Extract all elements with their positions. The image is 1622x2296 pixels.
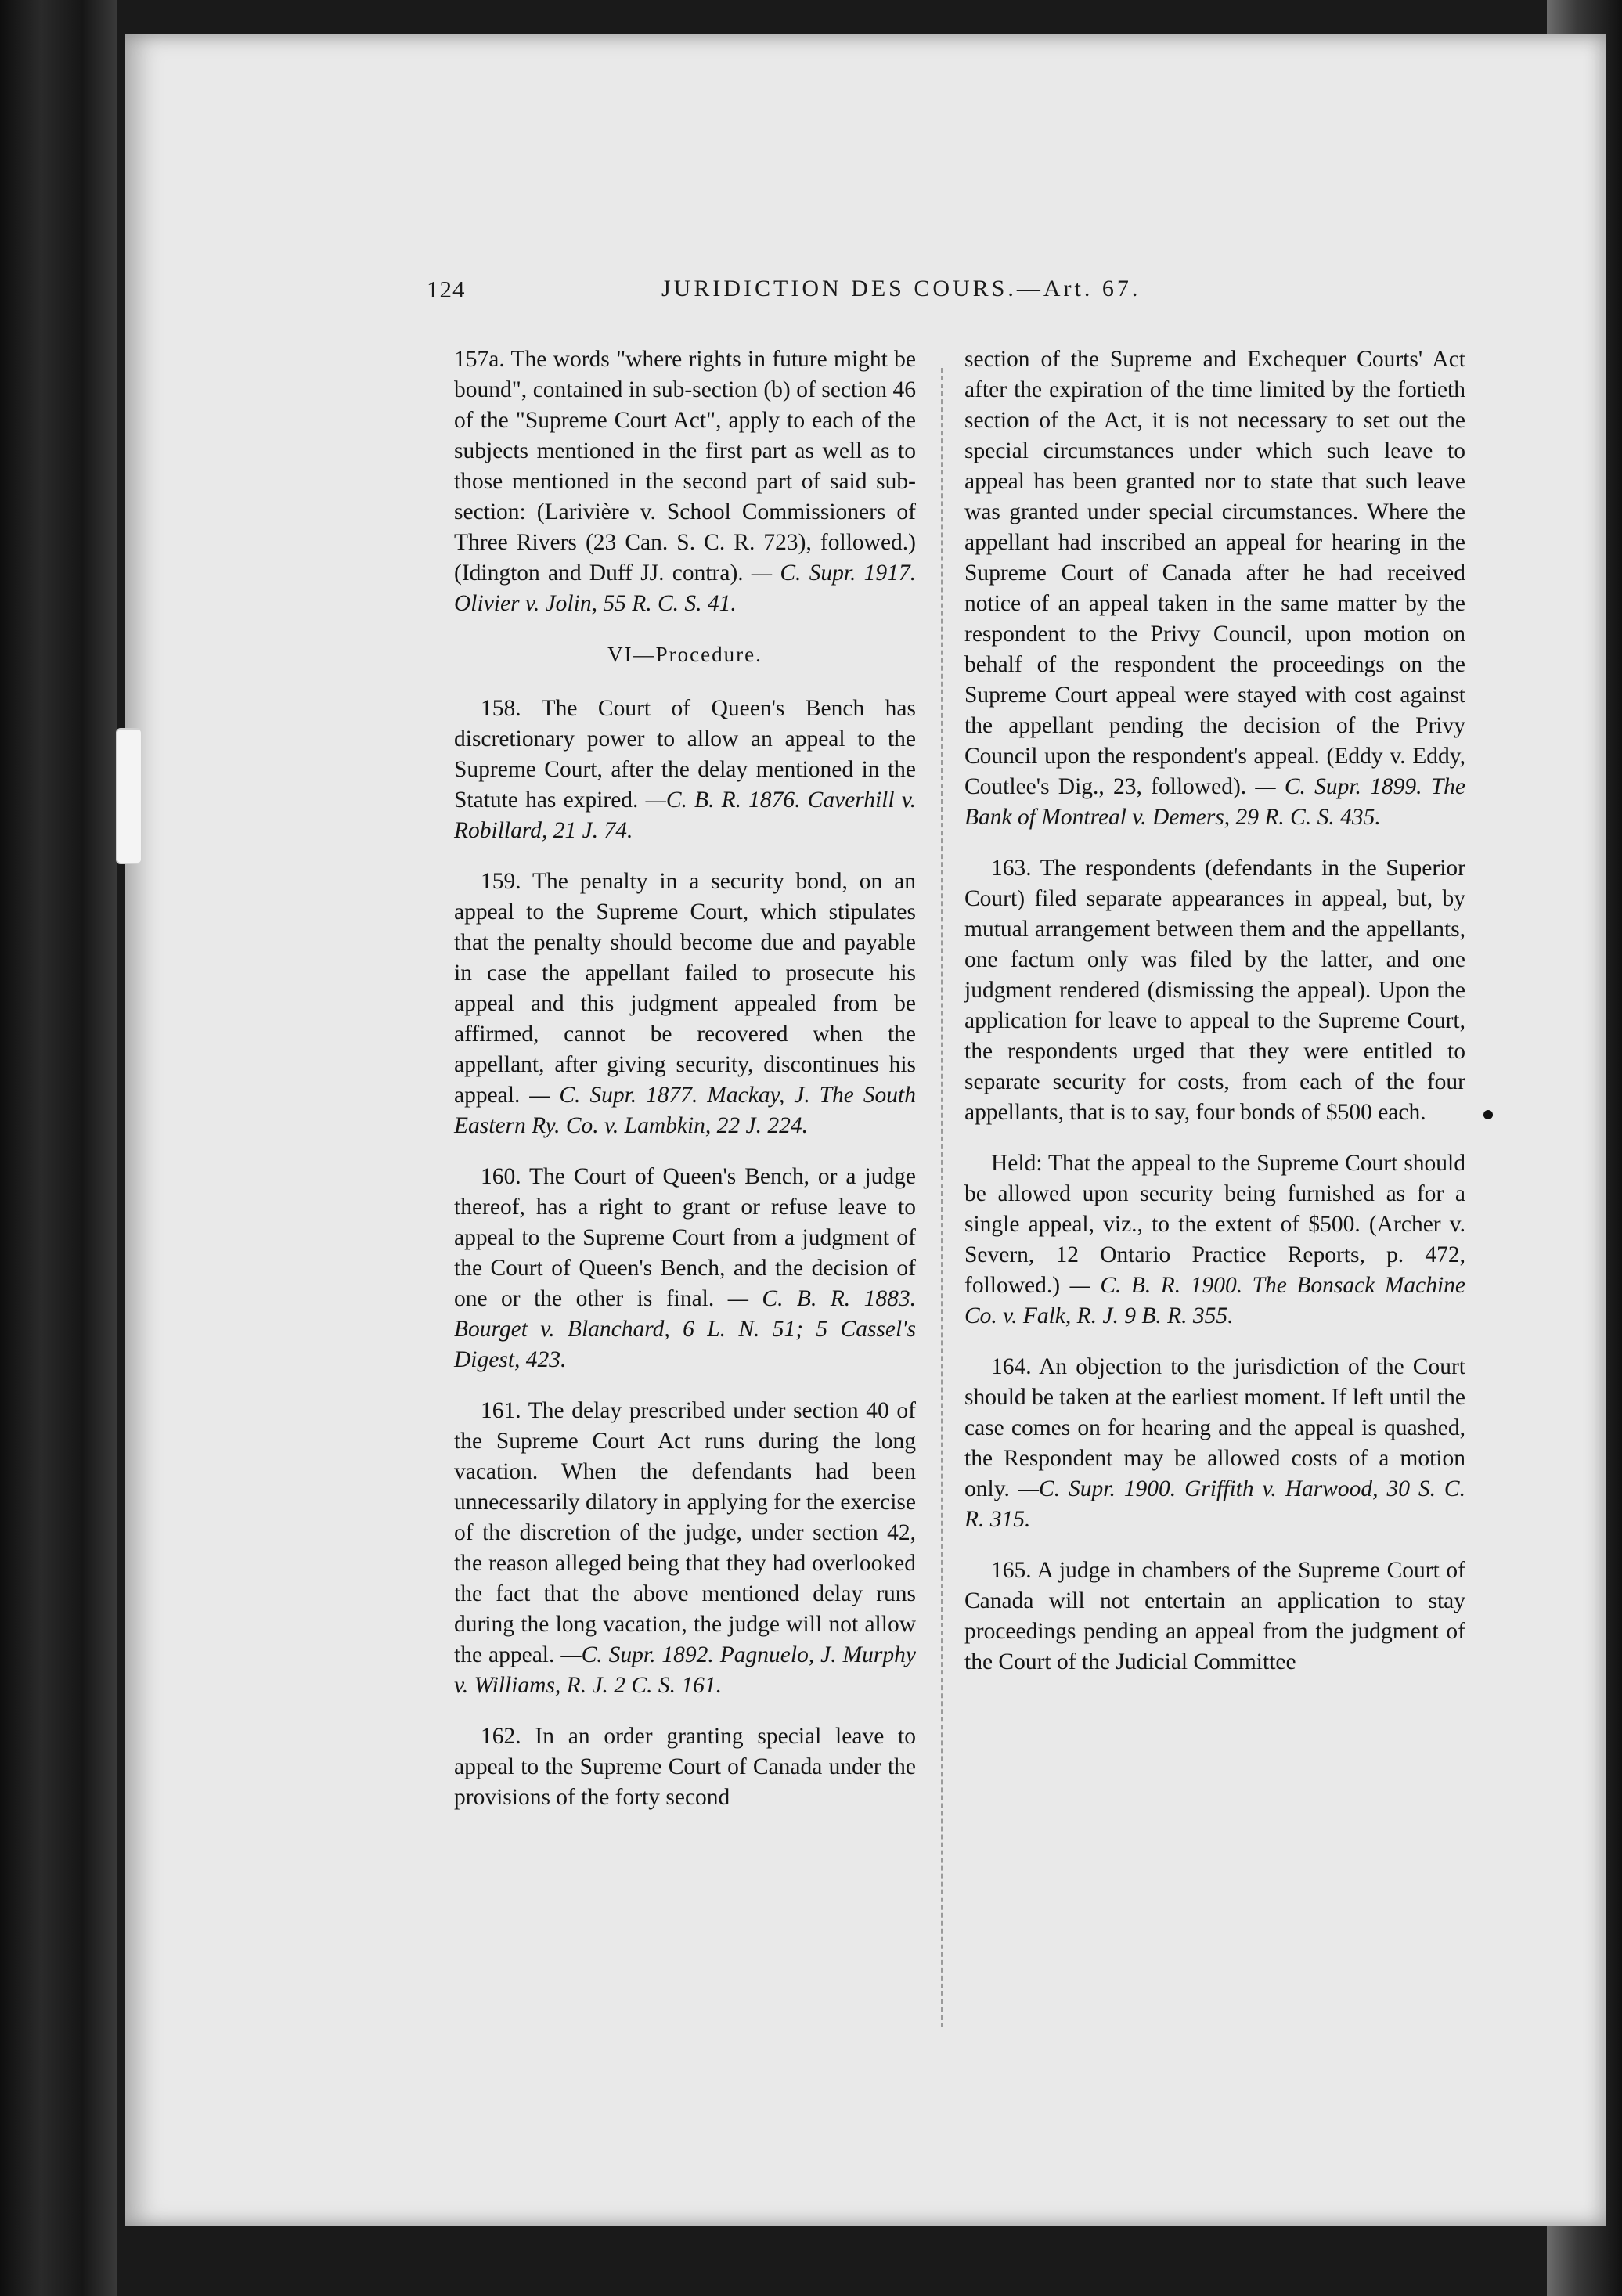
- citation: — C. B. R. 1900. The Bonsack Machine Co. v. Falk, R. J. 9 B. R. 355.: [964, 1273, 1465, 1328]
- citation: — C. Supr. 1877. Mackay, J. The South Eastern Ry. Co. v. Lambkin, 22 J. 224.: [454, 1083, 916, 1138]
- citation: —C. B. R. 1876. Caverhill v. Robillard, 21 J. 74.: [454, 788, 917, 843]
- left-column: [454, 344, 916, 1833]
- paragraph-163-held: Held: That the appeal to the Supreme Court should be allowed upon security being furnished as for a single appeal, viz., to the extent of $500. (Archer v. Severn, 12 Ontario Practice Reports, p. 472, followed.) — C. B. R. 1900. The Bonsack Machine Co. v. Falk, R. J. 9 B. R. 355.: [964, 1151, 1465, 1328]
- citation: — C. Supr. 1899. The Bank of Montreal v. Demers, 29 R. C. S. 435.: [964, 774, 1465, 830]
- running-title: JURIDICTION DES COURS.—Art. 67.: [661, 276, 1141, 301]
- paragraph-162: 162. In an order granting special leave to appeal to the Supreme Court of Canada under the provisions of the forty second: [454, 1724, 916, 1810]
- paragraph-159: 159. The penalty in a security bond, on an appeal to the Supreme Court, which stipulates that the penalty should become due and payable in case the appellant failed to prosecute his appeal and this judgment appealed from be affirmed, cannot be recovered when the appellant, after giving security, discontinues his appeal. — C. Supr. 1877. Mackay, J. The South Eastern Ry. Co. v. Lambkin, 22 J. 224.: [454, 869, 916, 1138]
- paragraph-162-continued: section of the Supreme and Exchequer Courts' Act after the expiration of the time limited by the fortieth section of the Act, it is not necessary to set out the special circumstances under which such leave to appeal has been granted nor to state that such leave was granted under special circumstances. Where the appellant had inscribed an appeal for hearing in the Supreme Court of Canada after he had received notice of an appeal taken in the same matter by the respondent to the Privy Council, upon motion on behalf of the respondent the proceedings on the Supreme Court appeal were stayed with cost against the appellant pending the decision of the Privy Council upon the respondent's appeal. (Eddy v. Eddy, Coutlee's Dig., 23, followed). — C. Supr. 1899. The Bank of Montreal v. Demers, 29 R. C. S. 435.: [964, 347, 1465, 830]
- paragraph-158: 158. The Court of Queen's Bench has discretionary power to allow an appeal to the Supreme Court, after the delay mentioned in the Statute has expired. —C. B. R. 1876. Caverhill v. Robillard, 21 J. 74.: [454, 696, 917, 843]
- column-divider: [941, 368, 943, 2027]
- paragraph-160: 160. The Court of Queen's Bench, or a judge thereof, has a right to grant or refuse leave to appeal to the Supreme Court from a judgment of the Court of Queen's Bench, and the decision of one or the other is final. — C. B. R. 1883. Bourget v. Blanchard, 6 L. N. 51; 5 Cassel's Digest, 423.: [454, 1164, 917, 1372]
- running-header: [427, 276, 1217, 315]
- book-binding-left: [0, 0, 117, 2296]
- ink-dot: [1483, 1110, 1493, 1119]
- citation: —C. Supr. 1892. Pagnuelo, J. Murphy v. Williams, R. J. 2 C. S. 161.: [454, 1642, 917, 1698]
- paragraph-165: 165. A judge in chambers of the Supreme Court of Canada will not entertain an application to stay proceedings pending an appeal from the judgment of the Court of the Judicial Committee: [964, 1558, 1465, 1674]
- paragraph-164: 164. An objection to the jurisdiction of the Court should be taken at the earliest moment. If left until the case comes on for hearing and the appeal is quashed, the Respondent may be allowed costs of a motion only. —C. Supr. 1900. Griffith v. Harwood, 30 S. C. R. 315.: [964, 1354, 1465, 1532]
- page-number: 124: [427, 276, 466, 303]
- right-column: [964, 344, 1465, 1698]
- paragraph-161: 161. The delay prescribed under section 40 of the Supreme Court Act runs during the long vacation. When the defendants had been unnecessarily dilatory in applying for the exercise of the discretion of the judge, under section 42, the reason alleged being that they had overlooked the fact that the above mentioned delay runs during the long vacation, the judge will not allow the appeal. —C. Supr. 1892. Pagnuelo, J. Murphy v. Williams, R. J. 2 C. S. 161.: [454, 1398, 917, 1698]
- section-heading: VI—Procedure.: [607, 643, 762, 666]
- paragraph-157a: 157a. The words "where rights in future might be bound", contained in sub-section (b) of section 46 of the "Supreme Court Act", apply to each of the subjects mentioned in the first part as well as to those mentioned in the second part of said sub-section: (Larivière v. School Commissioners of Three Rivers (23 Can. S. C. R. 723), followed.) (Idington and Duff JJ. contra). — C. Supr. 1917. Olivier v. Jolin, 55 R. C. S. 41.: [454, 347, 917, 616]
- citation: — C. B. R. 1883. Bourget v. Blanchard, 6 L. N. 51; 5 Cassel's Digest, 423.: [454, 1286, 917, 1372]
- page-tab-marker: [116, 728, 142, 864]
- citation: —C. Supr. 1900. Griffith v. Harwood, 30 S. C. R. 315.: [964, 1476, 1465, 1532]
- paragraph-163: 163. The respondents (defendants in the Superior Court) filed separate appearances in appeal, but, by mutual arrangement between them and the appellants, one factum only was filed by the latter, and one judgment rendered (dismissing the appeal). Upon the application for leave to appeal to the Supreme Court, the respondents urged that they were entitled to separate security for costs, from each of the four appellants, that is to say, four bonds of $500 each.: [964, 856, 1465, 1125]
- citation: — C. Supr. 1917. Olivier v. Jolin, 55 R. C. S. 41.: [454, 560, 917, 616]
